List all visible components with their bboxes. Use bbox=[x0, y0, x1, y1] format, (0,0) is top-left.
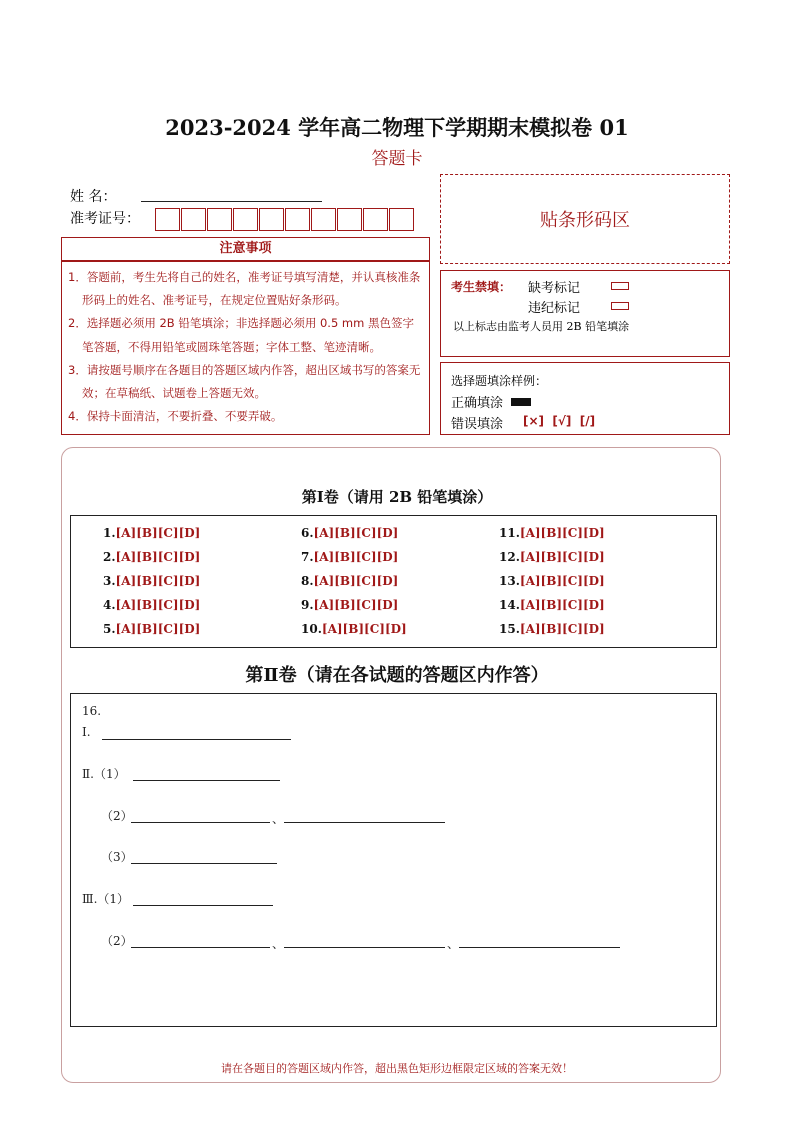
answer-blank[interactable] bbox=[102, 739, 291, 740]
mc-number: 4. bbox=[103, 598, 116, 612]
mc-options[interactable]: [A][B][C][D] bbox=[519, 574, 605, 588]
notes-heading: 注意事项 bbox=[61, 237, 430, 261]
mc-number: 15. bbox=[499, 622, 520, 636]
answer-blank[interactable] bbox=[131, 822, 270, 823]
answer-blank[interactable] bbox=[131, 863, 277, 864]
mc-number: 3. bbox=[103, 574, 116, 588]
id-digit-box[interactable] bbox=[363, 208, 388, 231]
note-item: 1．答题前，考生先将自己的姓名，准考证号填写清楚，并认真核准条形码上的姓名、准考证号，在规定位置贴好条形码。 bbox=[68, 270, 421, 308]
part3-2-label: （2） bbox=[101, 934, 133, 948]
id-digit-box[interactable] bbox=[233, 208, 258, 231]
footer-warning: 请在各题目的答题区域内作答，超出黑色矩形边框限定区域的答案无效！ bbox=[221, 1062, 573, 1075]
fill-sample-box bbox=[440, 362, 730, 435]
section1-title: 第Ⅰ卷（请用 2B 铅笔填涂） bbox=[301, 488, 493, 506]
mc-number: 13. bbox=[499, 574, 520, 588]
page-title: 2023-2024 学年高二物理下学期期末模拟卷 01 bbox=[165, 115, 629, 140]
mc-question[interactable] bbox=[301, 574, 398, 588]
wrong-fill-label: 错误填涂 bbox=[451, 417, 504, 432]
id-label: 准考证号： bbox=[70, 211, 140, 227]
mc-question[interactable] bbox=[301, 550, 398, 564]
q16-label: 16. bbox=[82, 704, 102, 718]
wrong-fill-marks: [×] [√] [/] bbox=[523, 414, 596, 428]
mc-question[interactable] bbox=[103, 598, 200, 612]
name-field[interactable] bbox=[141, 201, 322, 202]
mc-options[interactable]: [A][B][C][D] bbox=[519, 526, 605, 540]
id-digit-box[interactable] bbox=[285, 208, 310, 231]
separator: 、 bbox=[272, 937, 285, 951]
mc-options[interactable]: [A][B][C][D] bbox=[321, 622, 407, 636]
id-digit-box[interactable] bbox=[389, 208, 414, 231]
prohibited-note: 以上标志由监考人员用 2B 铅笔填涂 bbox=[453, 320, 630, 333]
id-digit-box[interactable] bbox=[259, 208, 284, 231]
section2-title: 第Ⅱ卷（请在各试题的答题区内作答） bbox=[245, 665, 549, 686]
notes-box bbox=[61, 261, 430, 435]
filled-mark-icon bbox=[511, 398, 531, 406]
violation-mark-label: 违纪标记 bbox=[528, 301, 581, 316]
mc-options[interactable]: [A][B][C][D] bbox=[313, 598, 399, 612]
absent-mark-label: 缺考标记 bbox=[528, 281, 581, 296]
part3-1-label: Ⅲ.（1） bbox=[82, 892, 130, 906]
mc-question[interactable] bbox=[301, 526, 398, 540]
id-digit-box[interactable] bbox=[155, 208, 180, 231]
part1-label: Ⅰ. bbox=[82, 725, 91, 739]
mc-question[interactable] bbox=[499, 574, 605, 588]
mc-question[interactable] bbox=[301, 622, 407, 636]
note-item: 4．保持卡面清洁，不要折叠、不要弄破。 bbox=[68, 409, 283, 424]
mc-options[interactable]: [A][B][C][D] bbox=[115, 526, 201, 540]
mc-options[interactable]: [A][B][C][D] bbox=[115, 550, 201, 564]
mc-options[interactable]: [A][B][C][D] bbox=[313, 550, 399, 564]
mc-question[interactable] bbox=[103, 574, 200, 588]
mc-number: 1. bbox=[103, 526, 116, 540]
mc-question[interactable] bbox=[103, 526, 200, 540]
correct-fill-label: 正确填涂 bbox=[451, 396, 504, 411]
part2-2-label: （2） bbox=[101, 809, 133, 823]
answer-blank[interactable] bbox=[133, 780, 280, 781]
note-item: 3．请按题号顺序在各题目的答题区域内作答，超出区域书写的答案无效；在草稿纸、试题卷上答题无效。 bbox=[68, 362, 421, 401]
mc-number: 8. bbox=[301, 574, 314, 588]
answer-blank[interactable] bbox=[133, 905, 273, 906]
mc-number: 5. bbox=[103, 622, 116, 636]
id-digit-box[interactable] bbox=[207, 208, 232, 231]
mc-number: 7. bbox=[301, 550, 314, 564]
id-digit-box[interactable] bbox=[337, 208, 362, 231]
answer-blank[interactable] bbox=[459, 947, 620, 948]
part2-1-label: Ⅱ.（1） bbox=[82, 767, 126, 781]
answer-region-16 bbox=[70, 693, 717, 1027]
mc-number: 10. bbox=[301, 622, 322, 636]
mc-options[interactable]: [A][B][C][D] bbox=[519, 550, 605, 564]
page-subtitle: 答题卡 bbox=[371, 149, 423, 169]
mc-number: 14. bbox=[499, 598, 520, 612]
answer-blank[interactable] bbox=[131, 947, 270, 948]
mc-options[interactable]: [A][B][C][D] bbox=[313, 574, 399, 588]
mc-question[interactable] bbox=[103, 550, 200, 564]
name-label: 姓 名： bbox=[70, 189, 117, 205]
mc-question[interactable] bbox=[499, 526, 605, 540]
part2-3-label: （3） bbox=[101, 850, 133, 864]
prohibited-box bbox=[440, 270, 730, 357]
separator: 、 bbox=[272, 812, 285, 826]
answer-blank[interactable] bbox=[284, 822, 445, 823]
absent-mark-box[interactable] bbox=[611, 282, 629, 290]
sample-title: 选择题填涂样例： bbox=[451, 374, 548, 388]
mc-number: 12. bbox=[499, 550, 520, 564]
mc-options[interactable]: [A][B][C][D] bbox=[115, 598, 201, 612]
mc-number: 9. bbox=[301, 598, 314, 612]
mc-question[interactable] bbox=[499, 550, 605, 564]
separator: 、 bbox=[447, 937, 460, 951]
barcode-label: 贴条形码区 bbox=[540, 210, 630, 231]
mc-options[interactable]: [A][B][C][D] bbox=[115, 574, 201, 588]
mc-options[interactable]: [A][B][C][D] bbox=[519, 598, 605, 612]
mc-question[interactable] bbox=[301, 598, 398, 612]
mc-number: 6. bbox=[301, 526, 314, 540]
mc-question[interactable] bbox=[103, 622, 200, 636]
id-digit-box[interactable] bbox=[311, 208, 336, 231]
mc-number: 2. bbox=[103, 550, 116, 564]
violation-mark-box[interactable] bbox=[611, 302, 629, 310]
mc-number: 11. bbox=[499, 526, 520, 540]
barcode-area bbox=[440, 174, 730, 264]
answer-blank[interactable] bbox=[284, 947, 445, 948]
mc-question[interactable] bbox=[499, 598, 605, 612]
note-item: 2．选择题必须用 2B 铅笔填涂；非选择题必须用 0.5 mm 黑色签字笔答题，不得用铅笔或圆珠笔答题；字体工整、笔迹清晰。 bbox=[68, 316, 414, 354]
mc-options[interactable]: [A][B][C][D] bbox=[519, 622, 605, 636]
id-digit-box[interactable] bbox=[181, 208, 206, 231]
mc-options[interactable]: [A][B][C][D] bbox=[115, 622, 201, 636]
mc-options[interactable]: [A][B][C][D] bbox=[313, 526, 399, 540]
mc-question[interactable] bbox=[499, 622, 605, 636]
prohibited-label: 考生禁填： bbox=[451, 280, 512, 294]
multiple-choice-box bbox=[70, 515, 717, 648]
